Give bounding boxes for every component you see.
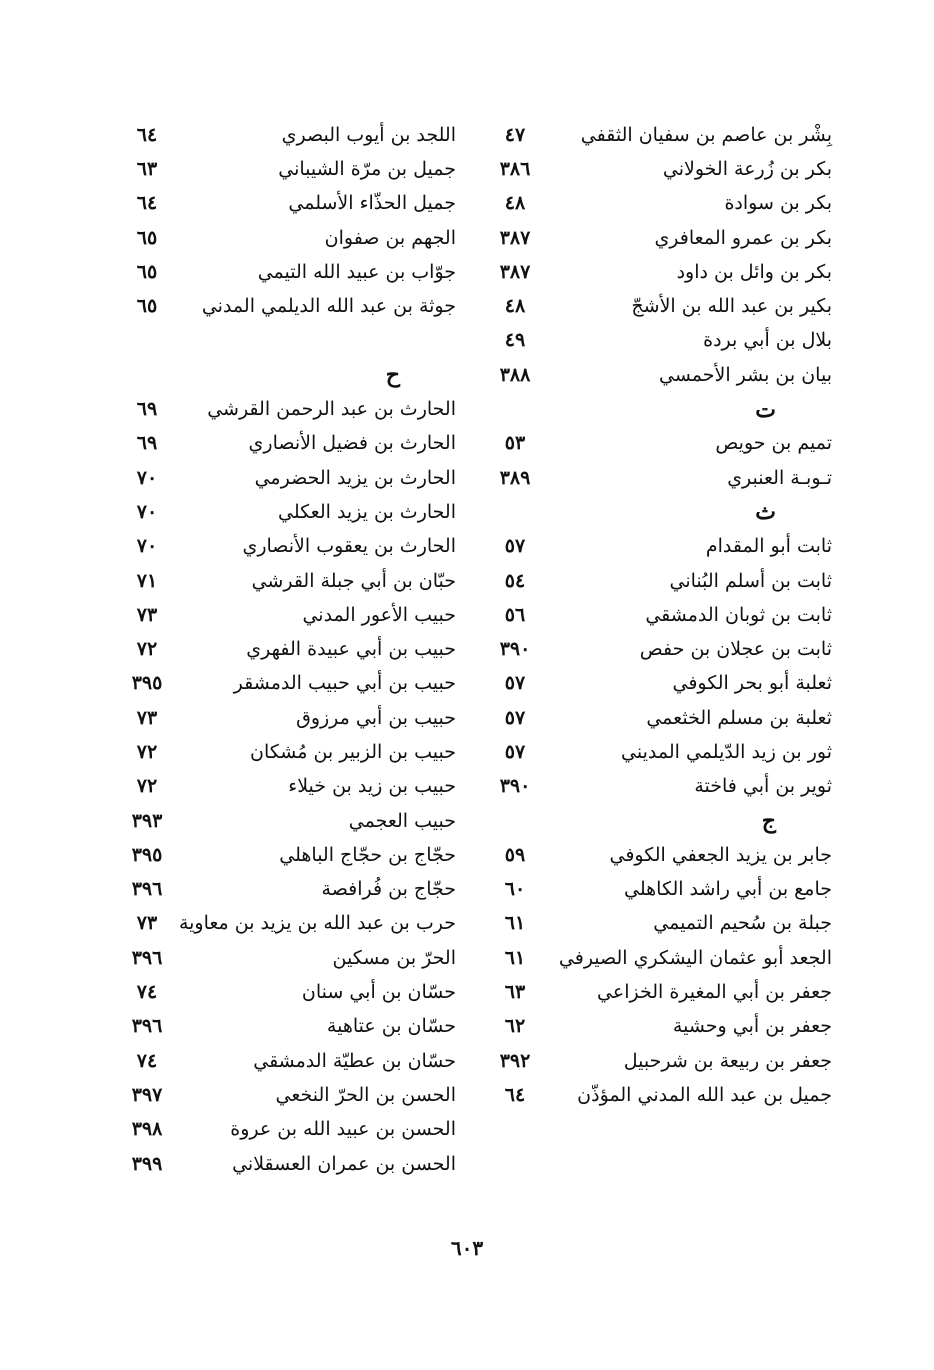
index-entry xyxy=(128,495,456,529)
entry-name: حبيب العجمي xyxy=(348,809,456,832)
index-entry xyxy=(128,941,456,975)
entry-name: حرب بن عبد الله بن يزيد بن معاوية xyxy=(178,912,456,935)
entry-page-number: ٣٨٦ xyxy=(499,157,531,180)
index-entry xyxy=(128,530,456,564)
entry-name: بكر بن عمرو المعافري xyxy=(654,226,832,249)
entry-page-number: ٥٧ xyxy=(504,672,526,695)
entry-page-number: ٣٩٦ xyxy=(131,1015,163,1038)
letter-heading xyxy=(128,358,456,392)
entry-name: الحارث بن عبد الرحمن القرشي xyxy=(207,398,456,421)
index-entry xyxy=(128,907,456,941)
index-entry xyxy=(496,838,832,872)
entry-name: جعفر بن أبي وحشية xyxy=(672,1015,832,1038)
entry-page-number: ٥٩ xyxy=(504,843,526,866)
index-entry xyxy=(496,1010,832,1044)
entry-page-number: ٦٢ xyxy=(504,1015,526,1038)
entry-page-number: ٣٩٦ xyxy=(131,878,163,901)
index-entry xyxy=(496,667,832,701)
index-entry xyxy=(496,187,832,221)
entry-page-number: ٧٠ xyxy=(136,535,158,558)
entry-name: جبلة بن سُحيم التميمي xyxy=(653,912,832,935)
entry-page-number: ٧٢ xyxy=(136,775,158,798)
index-entry xyxy=(128,1044,456,1078)
letter-heading-text: ت xyxy=(755,396,776,423)
entry-name: ثعلبة بن مسلم الخثعمي xyxy=(646,706,832,729)
entry-page-number: ٥٤ xyxy=(504,569,526,592)
entry-page-number: ٤٨ xyxy=(504,192,526,215)
entry-name: حجّاج بن حجّاج الباهلي xyxy=(279,843,456,866)
letter-heading-text: ث xyxy=(755,499,776,526)
index-column-right xyxy=(496,118,832,1113)
index-entry xyxy=(496,701,832,735)
entry-name: جوّاب بن عبيد الله التيمي xyxy=(257,260,456,283)
index-entry xyxy=(496,735,832,769)
entry-page-number: ٣٩٦ xyxy=(131,946,163,969)
entry-page-number: ٤٩ xyxy=(504,329,526,352)
entry-page-number: ٣٩٩ xyxy=(131,1152,163,1175)
entry-name: جامع بن أبي راشد الكاهلي xyxy=(624,878,832,901)
index-entry xyxy=(128,187,456,221)
entry-page-number: ٦٣ xyxy=(504,981,526,1004)
index-entry xyxy=(496,598,832,632)
index-entry xyxy=(128,770,456,804)
entry-name: جميل الحذّاء الأسلمي xyxy=(288,192,456,215)
index-entry xyxy=(496,564,832,598)
entry-name: ثابت بن عجلان بن حفص xyxy=(639,638,832,661)
entry-name: الحسن بن عبيد الله بن عروة xyxy=(230,1118,456,1141)
index-entry xyxy=(496,221,832,255)
index-entry xyxy=(128,118,456,152)
entry-name: بلال بن أبي بردة xyxy=(703,329,832,352)
entry-name: حجّاج بن فُرافصة xyxy=(321,878,456,901)
entry-name: حسّان بن عطيّة الدمشقي xyxy=(253,1049,456,1072)
index-entry xyxy=(128,392,456,426)
index-entry xyxy=(128,564,456,598)
entry-name: الحسن بن الحرّ النخعي xyxy=(275,1083,456,1106)
index-entry xyxy=(128,1010,456,1044)
index-entry xyxy=(496,427,832,461)
entry-name: بكر بن زُرعة الخولاني xyxy=(662,157,832,180)
index-entry xyxy=(496,907,832,941)
entry-page-number: ٣٨٧ xyxy=(499,226,531,249)
entry-name: ثور بن زيد الدّيلمي المديني xyxy=(621,740,832,763)
entry-name: الحارث بن يعقوب الأنصاري xyxy=(242,535,456,558)
index-entry xyxy=(496,358,832,392)
entry-name: جميل بن مرّة الشيباني xyxy=(278,157,456,180)
entry-name: حسّان بن عتاهية xyxy=(326,1015,456,1038)
index-entry xyxy=(128,632,456,666)
entry-name: جابر بن يزيد الجعفي الكوفي xyxy=(609,843,832,866)
spacer xyxy=(128,324,456,358)
index-entry xyxy=(496,152,832,186)
entry-page-number: ٧٤ xyxy=(136,1049,158,1072)
entry-page-number: ٦٣ xyxy=(136,157,158,180)
entry-page-number: ٣٩٢ xyxy=(499,1049,531,1072)
entry-page-number: ٥٣ xyxy=(504,432,526,455)
entry-name: جعفر بن ربيعة بن شرحبيل xyxy=(623,1049,832,1072)
index-entry xyxy=(496,770,832,804)
index-entry xyxy=(496,1078,832,1112)
entry-page-number: ٤٨ xyxy=(504,295,526,318)
entry-page-number: ٤٧ xyxy=(504,123,526,146)
entry-name: حسّان بن أبي سنان xyxy=(301,981,456,1004)
index-entry xyxy=(128,221,456,255)
index-entry xyxy=(128,701,456,735)
entry-page-number: ٦٤ xyxy=(136,123,158,146)
entry-page-number: ٥٧ xyxy=(504,535,526,558)
letter-heading xyxy=(496,392,832,426)
entry-page-number: ٥٧ xyxy=(504,740,526,763)
entry-name: حبيب الأعور المدني xyxy=(302,603,456,626)
index-entry xyxy=(496,873,832,907)
letter-heading xyxy=(496,804,832,838)
index-entry xyxy=(496,255,832,289)
entry-name: الحارث بن يزيد الحضرمي xyxy=(254,466,456,489)
index-entry xyxy=(128,289,456,323)
entry-name: حبّان بن أبي جبلة القرشي xyxy=(251,569,456,592)
index-entry xyxy=(496,289,832,323)
letter-heading xyxy=(496,495,832,529)
index-column-left xyxy=(128,118,456,1181)
entry-name: جعفر بن أبي المغيرة الخزاعي xyxy=(597,981,832,1004)
entry-name: الجعد أبو عثمان اليشكري الصيرفي xyxy=(558,946,832,969)
entry-page-number: ٧٢ xyxy=(136,740,158,763)
index-entry xyxy=(128,461,456,495)
entry-name: الحارث بن فضيل الأنصاري xyxy=(248,432,456,455)
index-entry xyxy=(496,1044,832,1078)
entry-page-number: ٧١ xyxy=(136,569,158,592)
entry-name: بكر بن وائل بن داود xyxy=(676,260,832,283)
index-entry xyxy=(128,667,456,701)
entry-name: حبيب بن أبي مرزوق xyxy=(296,706,456,729)
entry-name: الحارث بن يزيد العكلي xyxy=(278,500,456,523)
entry-name: جوثة بن عبد الله الديلمي المدني xyxy=(201,295,456,318)
index-entry xyxy=(128,152,456,186)
entry-name: حبيب بن زيد بن خيلاء xyxy=(288,775,456,798)
entry-page-number: ٦٤ xyxy=(136,192,158,215)
index-entry xyxy=(496,461,832,495)
entry-page-number: ٧٢ xyxy=(136,638,158,661)
entry-name: بكير بن عبد الله بن الأشجّ xyxy=(631,295,832,318)
letter-heading-text: ح xyxy=(385,362,400,389)
entry-name: اللجد بن أيوب البصري xyxy=(281,123,456,146)
entry-page-number: ٥٦ xyxy=(504,603,526,626)
entry-name: بِشْر بن عاصم بن سفيان الثقفي xyxy=(580,123,832,146)
entry-page-number: ٧٣ xyxy=(136,912,158,935)
entry-name: حبيب بن الزبير بن مُشكان xyxy=(250,740,456,763)
entry-name: تـوبـة العنبري xyxy=(727,466,832,489)
entry-page-number: ٦١ xyxy=(504,946,526,969)
index-entry xyxy=(128,804,456,838)
entry-page-number: ٣٨٩ xyxy=(499,466,531,489)
entry-page-number: ٣٩٣ xyxy=(131,809,163,832)
entry-page-number: ٦١ xyxy=(504,912,526,935)
entry-page-number: ٣٨٨ xyxy=(499,363,531,386)
entry-page-number: ٦٠ xyxy=(504,878,526,901)
entry-name: ثابت بن أسلم البُناني xyxy=(669,569,832,592)
entry-page-number: ٧٣ xyxy=(136,706,158,729)
index-entry xyxy=(128,735,456,769)
index-entry xyxy=(128,975,456,1009)
index-entry xyxy=(128,427,456,461)
entry-page-number: ٣٨٧ xyxy=(499,260,531,283)
entry-name: الحرّ بن مسكين xyxy=(332,946,456,969)
entry-page-number: ٧٤ xyxy=(136,981,158,1004)
index-entry xyxy=(128,873,456,907)
index-entry xyxy=(128,838,456,872)
entry-page-number: ٦٤ xyxy=(504,1083,526,1106)
letter-heading-text: ج xyxy=(761,808,776,835)
index-entry xyxy=(496,530,832,564)
index-entry xyxy=(496,632,832,666)
entry-page-number: ٦٥ xyxy=(136,260,158,283)
index-entry xyxy=(496,975,832,1009)
entry-page-number: ٦٩ xyxy=(136,432,158,455)
entry-name: الجهم بن صفوان xyxy=(324,226,456,249)
index-entry xyxy=(128,598,456,632)
entry-page-number: ٣٩٥ xyxy=(131,672,163,695)
index-entry xyxy=(128,1078,456,1112)
entry-page-number: ٧٠ xyxy=(136,466,158,489)
entry-page-number: ٧٠ xyxy=(136,500,158,523)
entry-page-number: ٣٩٥ xyxy=(131,843,163,866)
index-entry xyxy=(496,118,832,152)
index-entry xyxy=(496,324,832,358)
entry-name: حبيب بن أبي عبيدة الفهري xyxy=(246,638,456,661)
entry-page-number: ٣٩٨ xyxy=(131,1118,163,1141)
entry-page-number: ٥٧ xyxy=(504,706,526,729)
entry-page-number: ٣٩٠ xyxy=(499,775,531,798)
entry-page-number: ٦٩ xyxy=(136,398,158,421)
entry-name: ثابت بن ثوبان الدمشقي xyxy=(645,603,832,626)
index-entry xyxy=(128,255,456,289)
entry-name: الحسن بن عمران العسقلاني xyxy=(232,1152,456,1175)
index-entry xyxy=(128,1113,456,1147)
entry-page-number: ٣٩٠ xyxy=(499,638,531,661)
index-entry xyxy=(128,1147,456,1181)
entry-page-number: ٣٩٧ xyxy=(131,1083,163,1106)
entry-name: ثوير بن أبي فاختة xyxy=(694,775,832,798)
entry-name: بيان بن بشر الأحمسي xyxy=(659,363,832,386)
entry-name: تميم بن حويص xyxy=(715,432,832,455)
entry-name: ثعلبة أبو بحر الكوفي xyxy=(672,672,832,695)
page-number: ٦٠٣ xyxy=(450,1236,484,1260)
entry-page-number: ٦٥ xyxy=(136,295,158,318)
entry-name: بكر بن سوادة xyxy=(724,192,832,215)
entry-name: جميل بن عبد الله المدني المؤذّن xyxy=(577,1083,832,1106)
entry-page-number: ٧٣ xyxy=(136,603,158,626)
entry-name: حبيب بن أبي حبيب الدمشقر xyxy=(233,672,456,695)
entry-name: ثابت أبو المقدام xyxy=(705,535,832,558)
entry-page-number: ٦٥ xyxy=(136,226,158,249)
index-entry xyxy=(496,941,832,975)
